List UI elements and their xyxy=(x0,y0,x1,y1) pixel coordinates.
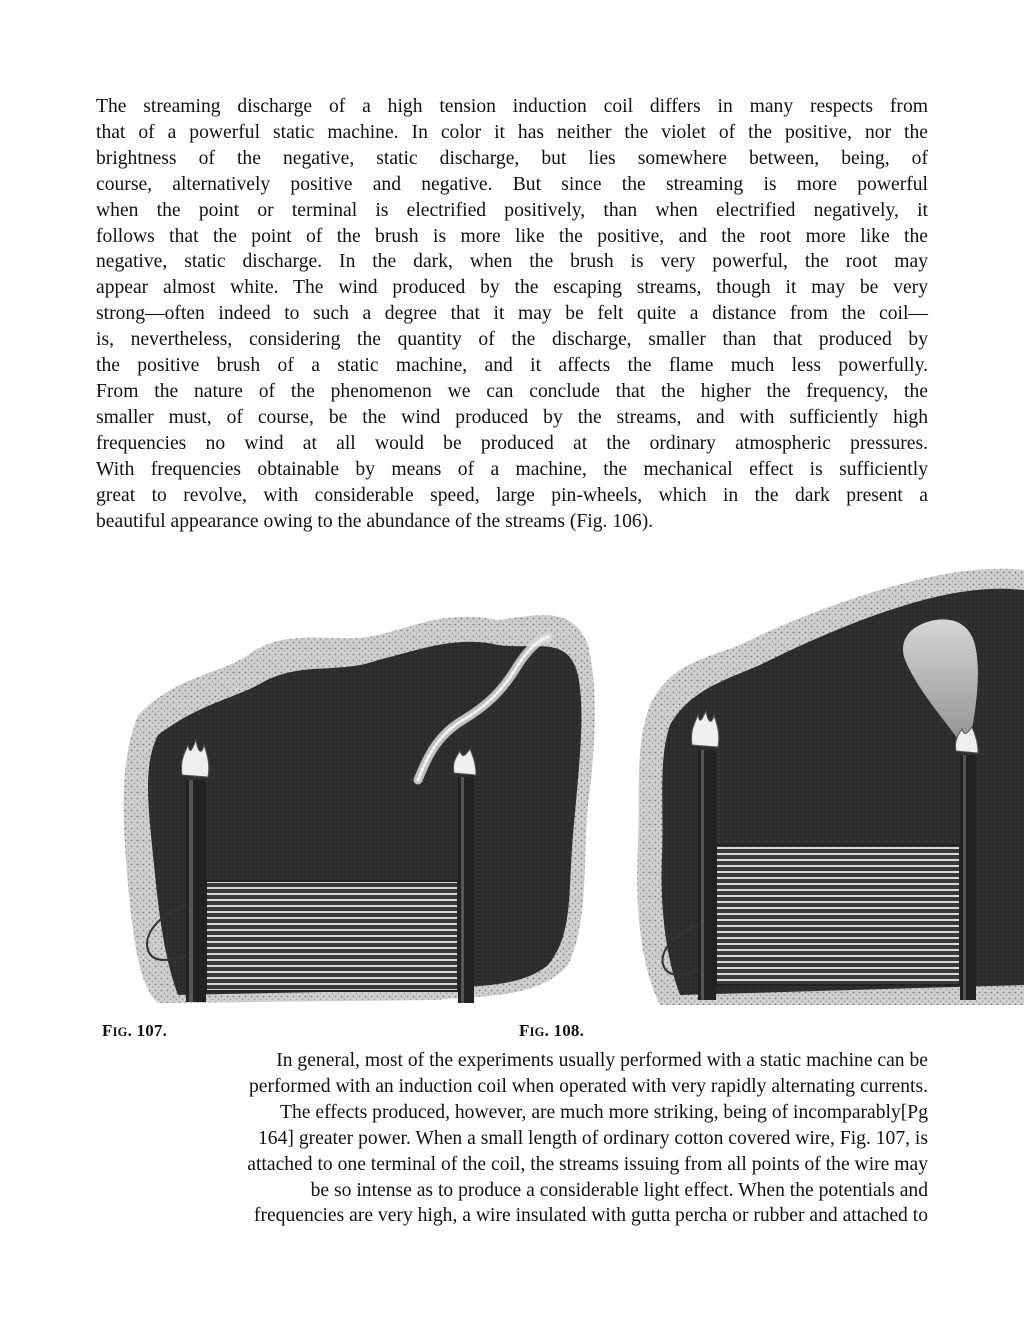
text-line: With frequencies obtainable by means of a machine, the mechanical effect is sufficiently xyxy=(96,458,928,480)
text-line: great to revolve, with considerable speed, large pin-wheels, which in the dark present a xyxy=(96,484,928,506)
text-line: frequencies are very high, a wire insulated with gutta percha or rubber and attached to xyxy=(253,1205,928,1227)
text-line: appear almost white. The wind produced by the escaping streams, though it may be very xyxy=(96,277,928,299)
paragraph-static-machine-experiments xyxy=(96,1048,928,1229)
text-line: smaller must, of course, be the wind produced by the streams, and with sufficiently high xyxy=(96,406,928,428)
text-line: follows that the point of the brush is more like the positive, and the root more like the xyxy=(96,225,928,247)
text-line: frequencies no wind at all would be produced at the ordinary atmospheric pressures. xyxy=(96,432,928,454)
text-line: strong—often indeed to such a degree that it may be felt quite a distance from the coil— xyxy=(96,303,928,325)
figure-108-illustration xyxy=(630,565,1024,1005)
figure-107-illustration xyxy=(118,605,604,1005)
text-line: is, nevertheless, considering the quantity of the discharge, smaller than that produced by xyxy=(96,329,928,351)
text-line: that of a powerful static machine. In color it has neither the violet of the positive, nor the xyxy=(96,121,928,143)
text-line: course, alternatively positive and negative. But since the streaming is more powerful xyxy=(96,173,928,195)
paragraph-streaming-discharge xyxy=(96,94,928,534)
text-line: The effects produced, however, are much more striking, being of incomparably[Pg xyxy=(280,1101,928,1123)
text-line: In general, most of the experiments usually performed with a static machine can be xyxy=(276,1050,928,1071)
text-line: the positive brush of a static machine, and it affects the flame much less powerfully. xyxy=(96,355,928,377)
text-line: brightness of the negative, static discharge, but lies somewhere between, being, of xyxy=(96,147,928,169)
figure-107-caption: FIG. 107. xyxy=(102,1021,168,1040)
text-line: 164] greater power. When a small length of ordinary cotton covered wire, Fig. 107, is xyxy=(258,1127,928,1149)
text-line: performed with an induction coil when operated with very rapidly alternating currents. xyxy=(248,1075,928,1097)
figure-108-caption: FIG. 108. xyxy=(519,1021,585,1040)
text-line: when the point or terminal is electrified positively, than when electrified negatively, it xyxy=(96,199,928,221)
text-line: be so intense as to produce a considerable light effect. When the potentials and xyxy=(310,1179,928,1201)
text-line: The streaming discharge of a high tension induction coil differs in many respects from xyxy=(96,96,928,117)
text-line: beautiful appearance owing to the abundance of the streams (Fig. 106). xyxy=(96,510,654,532)
text-line: negative, static discharge. In the dark, when the brush is very powerful, the root may xyxy=(96,251,928,273)
text-line: attached to one terminal of the coil, the streams issuing from all points of the wire may xyxy=(247,1153,928,1175)
text-line: From the nature of the phenomenon we can conclude that the higher the frequency, the xyxy=(96,380,928,402)
